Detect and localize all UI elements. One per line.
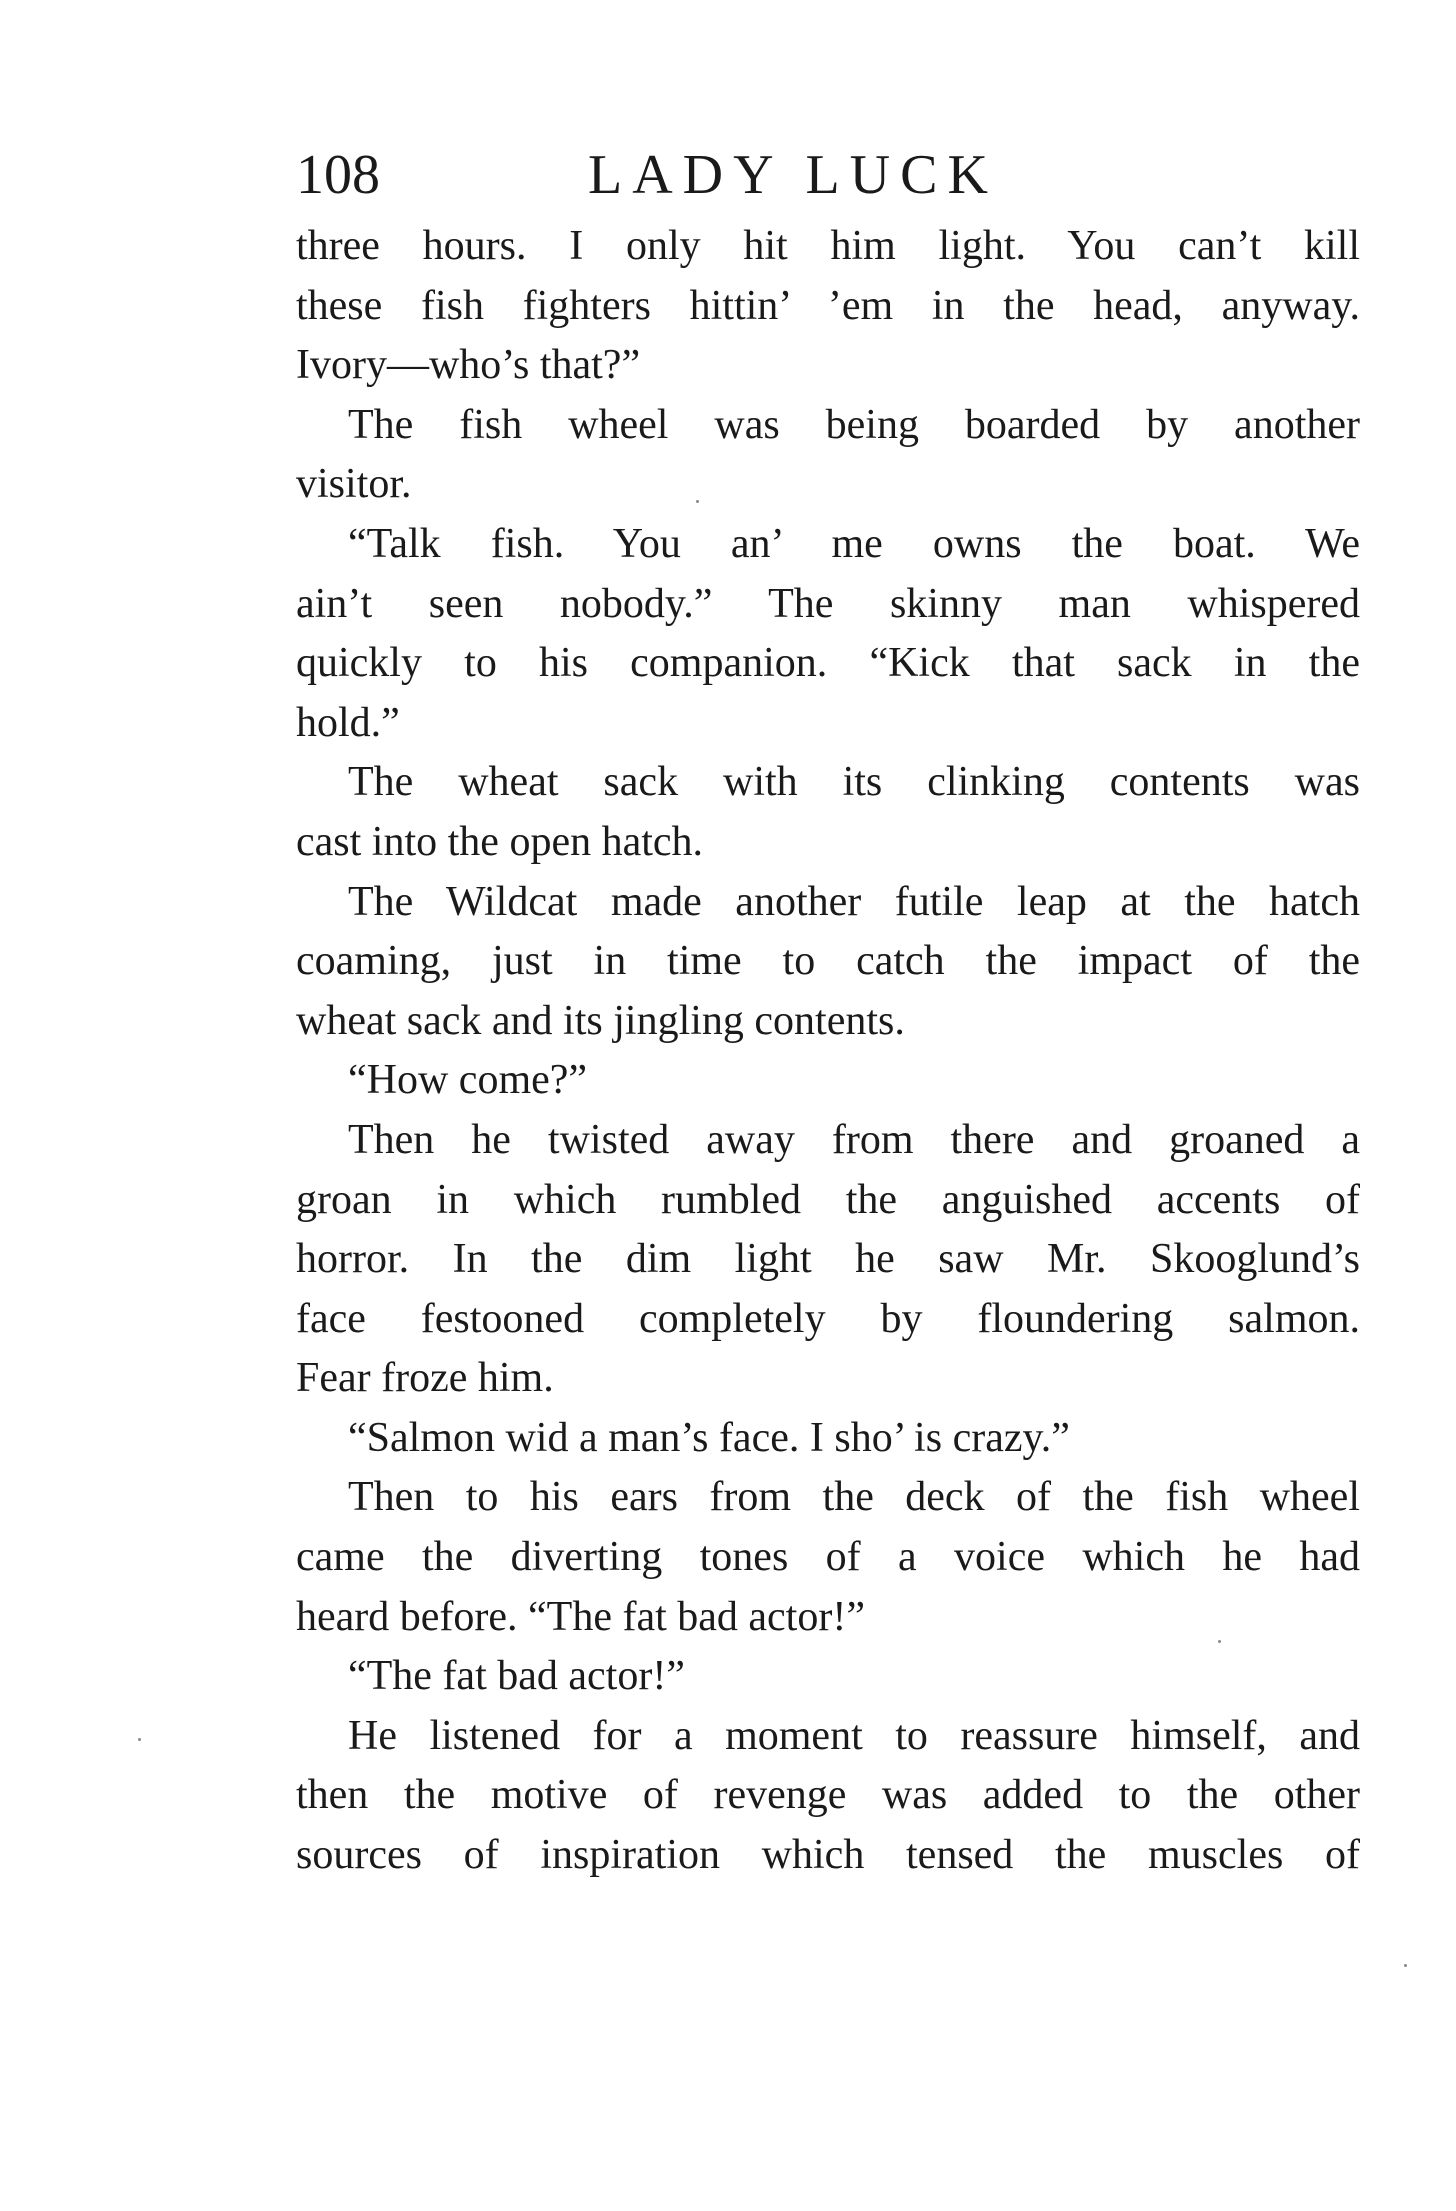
text-line: face festooned completely by floundering salmon. <box>296 1295 1360 1342</box>
text-line: “The fat bad actor!” <box>348 1653 685 1700</box>
text-line: then the motive of revenge was added to the other <box>296 1772 1360 1819</box>
text-line: The wheat sack with its clinking contents was <box>348 759 1360 806</box>
text-line: visitor. <box>296 461 412 508</box>
text-line: ain’t seen nobody.” The skinny man whispered <box>296 580 1360 627</box>
text-line: “Salmon wid a man’s face. I sho’ is crazy.” <box>348 1414 1070 1461</box>
text-line: Fear froze him. <box>296 1355 554 1402</box>
paper-speck <box>1218 1640 1221 1643</box>
text-line: hold.” <box>296 699 400 746</box>
text-line: Ivory—who’s that?” <box>296 342 641 389</box>
paper-speck <box>1404 1964 1407 1967</box>
text-line: Then he twisted away from there and groaned a <box>348 1116 1360 1163</box>
text-line: “Talk fish. You an’ me owns the boat. We <box>348 520 1360 567</box>
text-line: groan in which rumbled the anguished accents of <box>296 1176 1360 1223</box>
text-line: He listened for a moment to reassure himself, and <box>348 1712 1360 1759</box>
paper-speck <box>696 500 699 503</box>
text-line: Then to his ears from the deck of the fish wheel <box>348 1474 1360 1521</box>
text-line: heard before. “The fat bad actor!” <box>296 1593 865 1640</box>
text-line: horror. In the dim light he saw Mr. Skooglund’s <box>296 1236 1360 1283</box>
text-line: The fish wheel was being boarded by another <box>348 401 1360 448</box>
page-number: 108 <box>296 144 380 206</box>
text-line: sources of inspiration which tensed the muscles of <box>296 1832 1360 1879</box>
text-line: three hours. I only hit him light. You can’t kill <box>296 223 1360 269</box>
text-line: these fish fighters hittin’ ’em in the head, anyway. <box>296 282 1360 329</box>
body-text <box>296 217 1360 1886</box>
running-head <box>296 138 1368 212</box>
text-line: came the diverting tones of a voice which he had <box>296 1534 1360 1581</box>
text-line: quickly to his companion. “Kick that sack in the <box>296 640 1360 687</box>
text-line: cast into the open hatch. <box>296 818 704 865</box>
text-line: The Wildcat made another futile leap at the hatch <box>348 878 1360 925</box>
running-title: LADY LUCK <box>588 144 998 206</box>
text-line: wheat sack and its jingling contents. <box>296 997 905 1044</box>
text-line: coaming, just in time to catch the impact of the <box>296 938 1360 985</box>
text-line: “How come?” <box>348 1057 588 1104</box>
paper-speck <box>138 1738 141 1741</box>
